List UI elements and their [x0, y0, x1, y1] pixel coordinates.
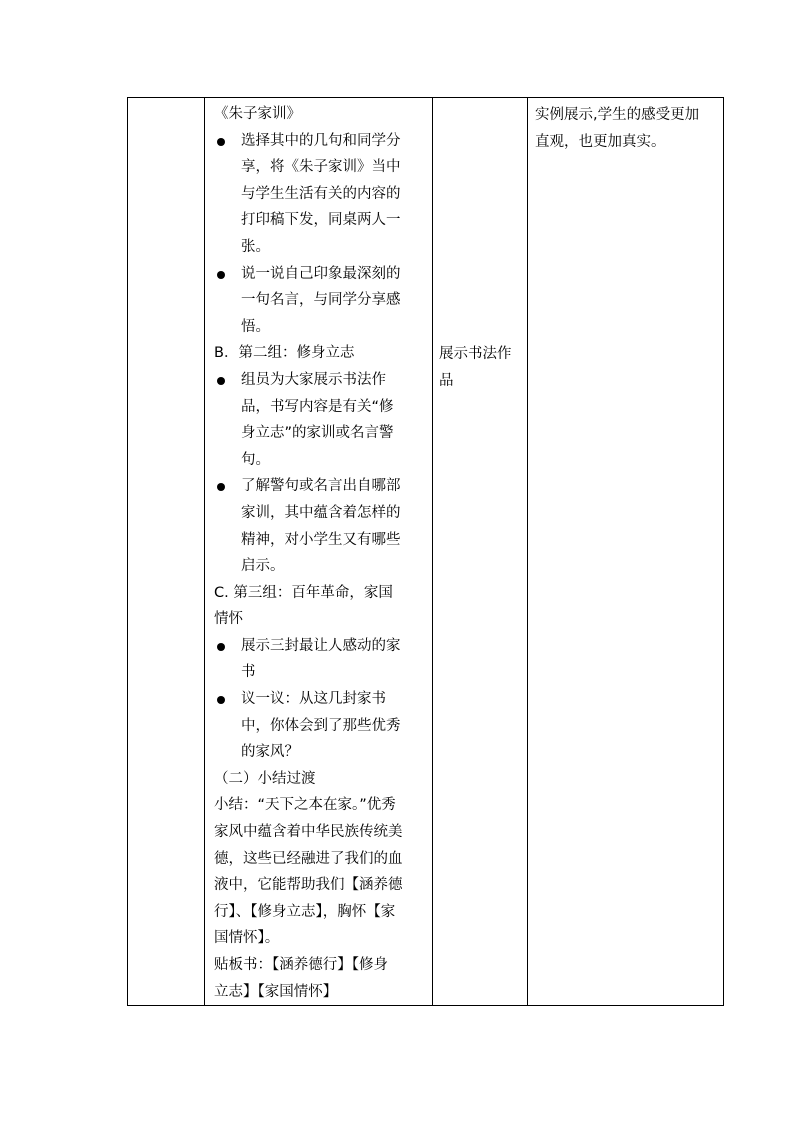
summary-line: 家风中蕴含着中华民族传统美 — [214, 824, 403, 841]
teaching-process-cell — [205, 98, 433, 1006]
summary-line: 行】、【修身立志】，胸怀【家 — [214, 903, 396, 920]
design-intent-cell: 实例展示,学生的感受更加 直观，也更加真实。 — [528, 98, 724, 1006]
summary-line: 小结：“天下之本在家。”优秀 — [214, 797, 396, 814]
summary-line: 液中，它能帮助我们【涵养德 — [214, 877, 403, 894]
summary-line: 贴板书：【涵养德行】【修身 — [214, 957, 388, 973]
bullet-item: 组员为大家展示书法作 品，书写内容是有关“修 身立志”的家训或名言警 句。 — [214, 367, 424, 473]
summary-line: 德，这些已经融进了我们的血 — [214, 850, 403, 867]
summary-line: 立志】【家国情怀】 — [214, 983, 338, 1000]
block3-heading-cont: 情怀 — [214, 611, 243, 628]
blank-cell — [128, 98, 205, 1006]
bullet-item: 展示三封最让人感动的家 书 — [214, 633, 424, 686]
block1-heading: 《朱子家训》 — [214, 106, 301, 122]
bullet-item: 说一说自己印象最深刻的 一句名言，与同学分享感 悟。 — [214, 261, 424, 341]
bullet-icon — [217, 483, 225, 491]
summary-line: 国情怀】。 — [214, 930, 280, 947]
bullet-icon — [217, 377, 225, 385]
bullet-icon — [217, 696, 225, 704]
table-row — [128, 98, 724, 1006]
block3-heading: C. 第三组：百年革命，家国 — [214, 584, 393, 601]
bullet-item: 了解警句或名言出自哪部 家训，其中蕴含着怎样的 精神，对小学生又有哪些 启示。 — [214, 473, 424, 579]
bullet-icon — [217, 643, 225, 651]
bullet-icon — [217, 271, 225, 279]
summary-line: （二）小结过渡 — [214, 770, 316, 787]
bullet-item: 选择其中的几句和同学分 享，将《朱子家训》当中 与学生生活有关的内容的 打印稿下发，同桌两人一 张。 — [214, 128, 424, 261]
student-activity-cell: 展示书法作 品 — [433, 98, 528, 1006]
block2-heading: B．第二组：修身立志 — [214, 345, 355, 362]
bullet-icon — [217, 138, 225, 146]
bullet-item: 议一议：从这几封家书 中，你体会到了那些优秀 的家风？ — [214, 686, 424, 766]
lesson-table — [127, 97, 724, 1006]
